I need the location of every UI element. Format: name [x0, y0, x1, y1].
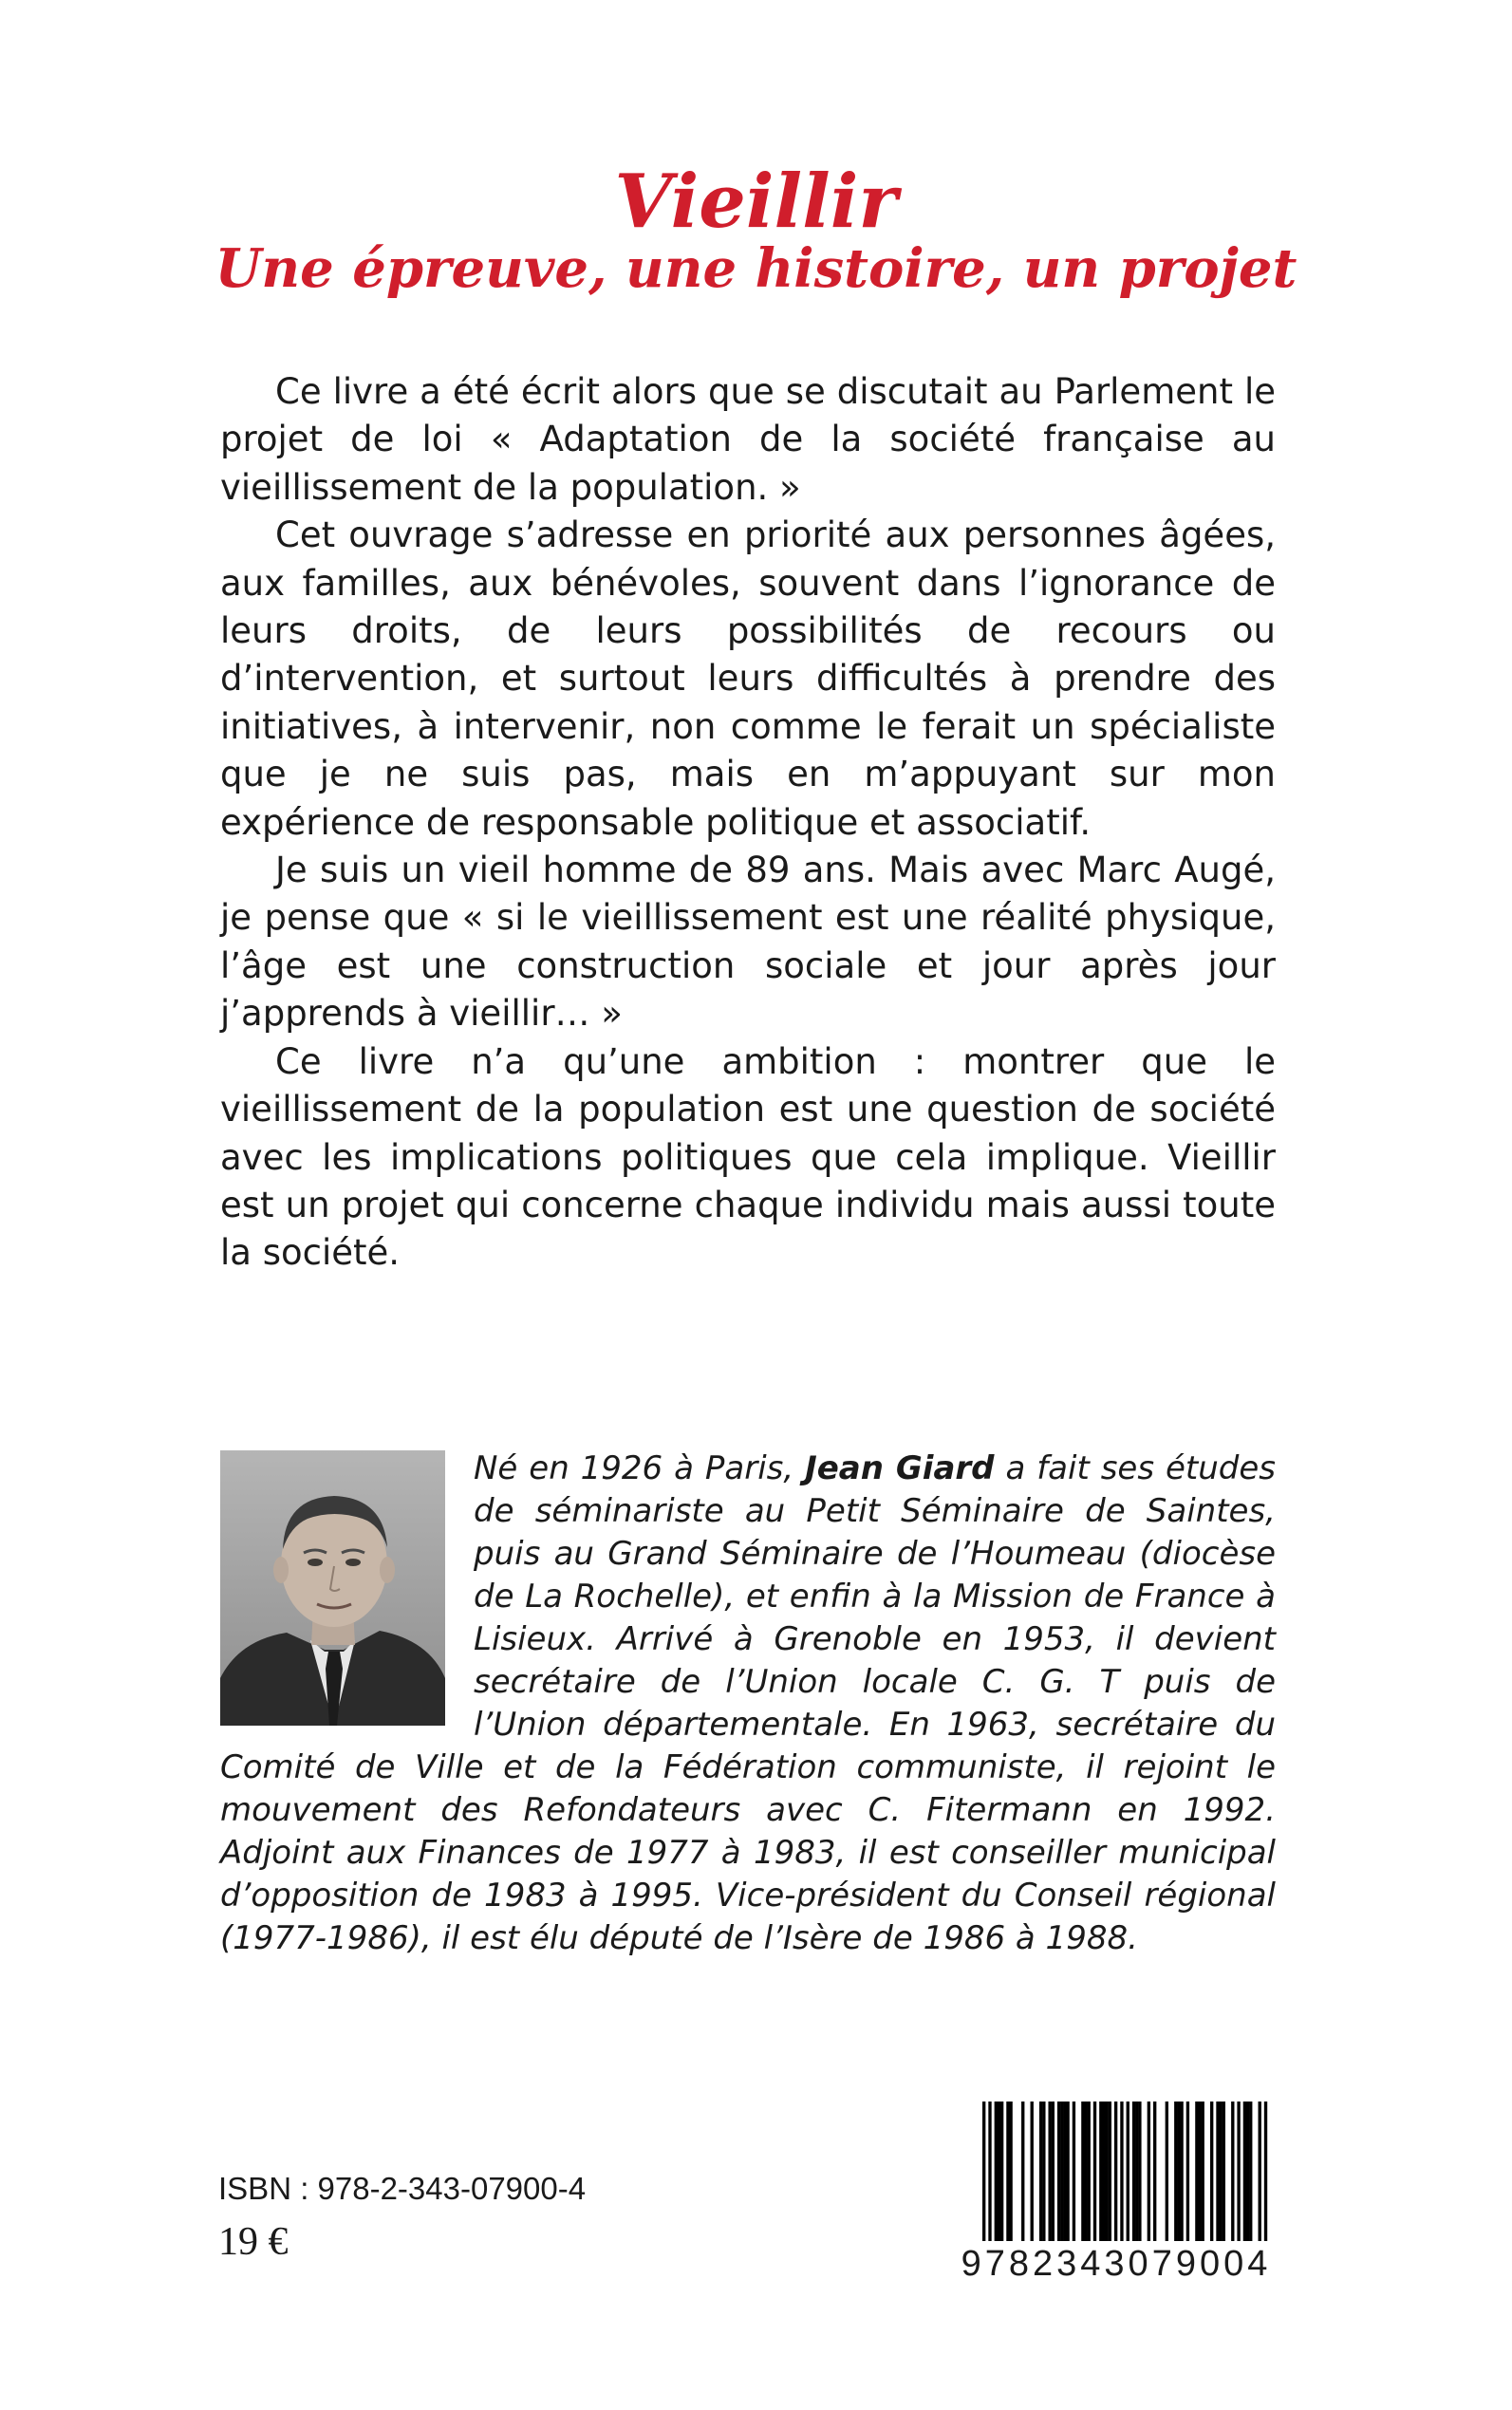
bio-intro: Né en 1926 à Paris,: [474, 1449, 806, 1487]
barcode-bar: [1066, 2102, 1069, 2244]
book-title: Vieillir: [614, 159, 898, 245]
blurb-paragraph: Je suis un vieil homme de 89 ans. Mais avec Marc Augé, je pense que « si le vieillissement est une réalité physique, l’âge est une construction sociale et jour après jour j’apprends à vieillir… »: [220, 850, 1276, 1035]
barcode-bar: [1148, 2102, 1150, 2244]
barcode-bar: [1052, 2102, 1055, 2244]
barcode-digits: 9782343079004: [956, 2241, 1277, 2287]
barcode-bar: [1057, 2102, 1060, 2244]
barcode-bar: [1166, 2102, 1168, 2244]
barcode-bar: [1132, 2102, 1135, 2244]
barcode-bar: [988, 2102, 991, 2258]
barcode-bar: [1243, 2102, 1246, 2244]
barcode-bar: [1081, 2102, 1084, 2244]
barcode-bar: [1120, 2102, 1123, 2258]
price: 19 €: [218, 2220, 289, 2264]
barcode-bar: [995, 2102, 998, 2244]
isbn: ISBN : 978-2-343-07900-4: [218, 2171, 587, 2206]
book-subtitle: Une épreuve, une histoire, un projet: [215, 237, 1297, 300]
barcode-bar: [1109, 2102, 1111, 2244]
barcode-bar: [1060, 2102, 1063, 2244]
blurb: [220, 368, 1276, 1278]
blurb-paragraph: Ce livre n’a qu’une ambition : montrer que le vieillissement de la population est une question de société avec les implications politiques que cela implique. Vieillir est un projet qui concerne chaque individu mais aussi toute la société.: [220, 1040, 1276, 1274]
author-name: Jean Giard: [805, 1449, 995, 1487]
barcode-bar: [1031, 2102, 1034, 2244]
barcode-bar: [1231, 2102, 1234, 2244]
barcode-bar: [1195, 2102, 1198, 2244]
barcode-bar: [1219, 2102, 1222, 2244]
barcode-bar: [1198, 2102, 1201, 2244]
barcode-bar: [1105, 2102, 1108, 2244]
barcode-bar: [1084, 2102, 1087, 2244]
barcode-bar: [1216, 2102, 1219, 2244]
author-bio: [220, 1448, 1276, 1960]
barcode-bar: [1249, 2102, 1252, 2244]
barcode-bar: [1202, 2102, 1204, 2244]
barcode-bar: [998, 2102, 1000, 2244]
barcode-bar: [1006, 2102, 1009, 2244]
barcode-bar: [1237, 2102, 1240, 2244]
barcode-bar: [1099, 2102, 1102, 2244]
bio-body: a fait ses études de séminariste au Petit Séminaire de Saintes, puis au Grand Séminaire de l’Houmeau (diocèse de La Rochelle), et enfin à la Mission de France à Lisieux. Arrivé à Grenoble en 1953, il devient secrétaire de l’Union locale C. G. T puis de l’Union départementale. En 1963, secrétaire du Comité de Ville et de la Fédération communiste, il rejoint le mouvement des Refondateurs avec C. Fitermann en 1992. Adjoint aux Finances de 1977 à 1983, il est conseiller municipal d’opposition de 1983 à 1995. Vice-président du Conseil régional (1977-1986), il est élu député de l’Isère de 1986 à 1988.: [220, 1449, 1276, 1957]
barcode-bar: [1114, 2102, 1117, 2244]
barcode-bar: [1127, 2102, 1129, 2258]
barcode-bar: [1177, 2102, 1180, 2244]
barcode-bar: [1021, 2102, 1024, 2244]
barcode-bar: [982, 2102, 985, 2258]
barcode-bar: [1135, 2102, 1138, 2244]
blurb-paragraph: Cet ouvrage s’adresse en priorité aux personnes âgées, aux familles, aux bénévoles, souvent dans l’ignorance de leurs droits, de leurs possibilités de recours ou d’intervention, et surtout leurs difficultés à prendre des initiatives, à intervenir, non comme le ferait un spécialiste que je ne suis pas, mais en m’appuyant sur mon expérience de responsable politique et associatif.: [220, 514, 1276, 843]
barcode-bar: [1009, 2102, 1012, 2244]
barcode-bar: [1000, 2102, 1003, 2244]
blurb-paragraph: Ce livre a été écrit alors que se discutait au Parlement le projet de loi « Adaptation de la société française au vieillissement de la population. »: [220, 371, 1276, 508]
barcode-bar: [1088, 2102, 1091, 2244]
barcode-bar: [1063, 2102, 1066, 2244]
barcode-bar: [1180, 2102, 1183, 2244]
barcode-bar: [1048, 2102, 1051, 2244]
barcode-bar: [1264, 2102, 1267, 2258]
barcode-bar: [1073, 2102, 1075, 2244]
barcode-bar: [1223, 2102, 1225, 2244]
barcode-bar: [1093, 2102, 1096, 2244]
barcode-bar: [1102, 2102, 1105, 2244]
barcode-bar: [1042, 2102, 1045, 2244]
barcode-bar: [1039, 2102, 1042, 2244]
barcode-bar: [1153, 2102, 1156, 2244]
barcode-bar: [1186, 2102, 1189, 2244]
barcode-bar: [1259, 2102, 1261, 2258]
author-photo: [220, 1450, 445, 1726]
barcode-bar: [1210, 2102, 1213, 2244]
barcode-bar: [1138, 2102, 1141, 2244]
barcode-bar: [1246, 2102, 1249, 2244]
barcode-bar: [1174, 2102, 1177, 2244]
